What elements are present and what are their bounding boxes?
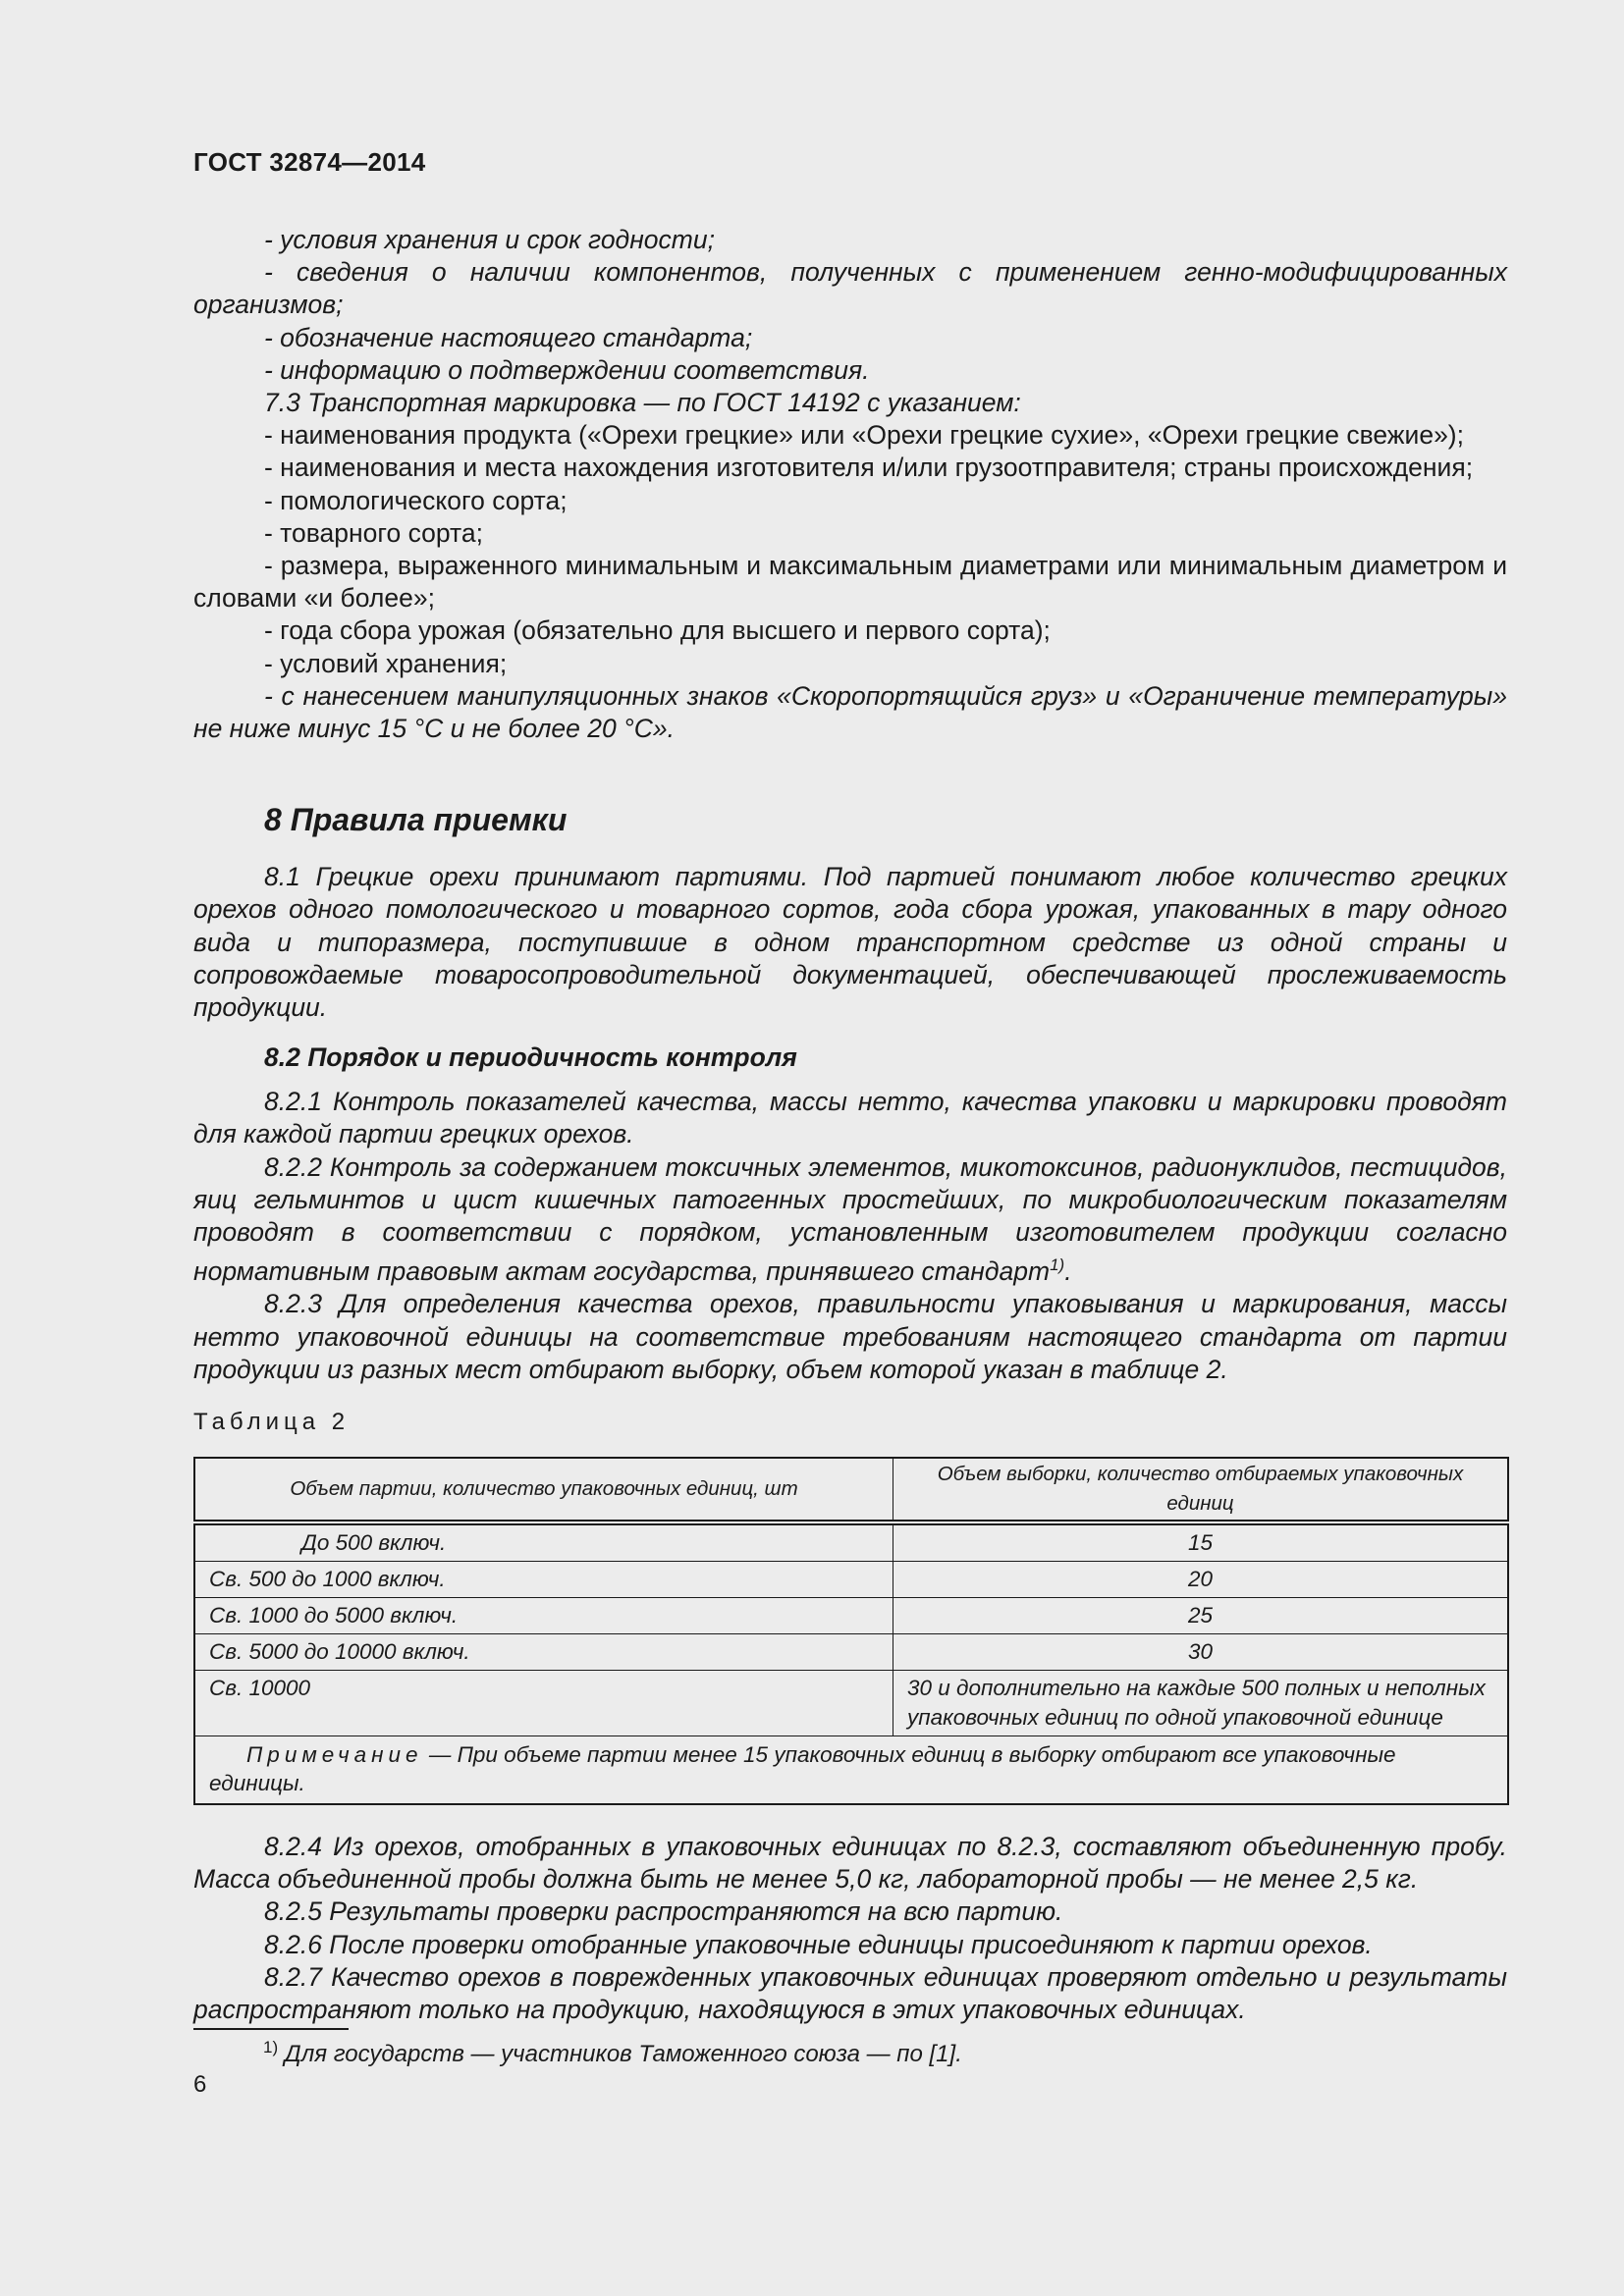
list-item: - с нанесением манипуляционных знаков «Скоропортящийся груз» и «Ограничение температуры» не ниже минус 15 °С и не более 20 °С». [193,680,1507,744]
subsection-8-2-title: 8.2 Порядок и периодичность контроля [264,1042,797,1073]
table-cell: 20 [893,1561,1509,1597]
list-item: - обозначение настоящего стандарта; [264,322,753,352]
list-item: - условия хранения и срок годности; [264,225,715,254]
paragraph-8-1: 8.1 Грецкие орехи принимают партиями. Под партией понимают любое количество грецких орехов одного помологического и товарного сортов, года сбора урожая, упакованных в тару одного вида и типоразмера, поступившие в одном транспортном средстве из одной страны и сопровождаемые товаросопроводительной документацией, обеспечивающей прослеживаемость продукции. [193,862,1507,1023]
table-cell: Св. 5000 до 10000 включ. [194,1633,893,1670]
list-item: - размера, выраженного минимальным и максимальным диаметрами или минимальным диаметром и словами «и более»; [193,551,1507,614]
paragraph-8-2-5: 8.2.5 Результаты проверки распространяются на всю партию. [264,1896,1063,1927]
list-item: - наименования и места нахождения изготовителя и/или грузоотправителя; страны происхождения; [264,453,1474,483]
paragraph-7-3: 7.3 Транспортная маркировка — по ГОСТ 14192 с указанием: [264,388,1021,418]
table-cell: Св. 10000 [194,1670,893,1735]
paragraph-8-2-4: 8.2.4 Из орехов, отобранных в упаковочных единицах по 8.2.3, составляют объединенную пробу. Масса объединенной пробы должна быть не менее 5,0 кг, лабораторной пробы — не менее 2,5 кг. [193,1831,1507,1895]
list-item: - сведения о наличии компонентов, полученных с применением генно-модифицированных организмов; [193,257,1507,320]
table-cell: 25 [893,1597,1509,1633]
footnote-ref[interactable]: 1) [1050,1255,1065,1275]
footnote-text: Для государств — участников Таможенного союза — по [1]. [284,2041,962,2067]
list-item: - товарного сорта; [264,517,483,548]
table-2 [193,1457,1509,1805]
list-item: - условий хранения; [264,648,508,678]
table-cell: Св. 500 до 1000 включ. [194,1561,893,1597]
paragraph-8-2-1: 8.2.1 Контроль показателей качества, массы нетто, качества упаковки и маркировки проводят для каждой партии грецких орехов. [193,1087,1507,1149]
table-cell: 30 и дополнительно на каждые 500 полных и неполных упаковочных единиц по одной упаковочной единице [893,1670,1509,1735]
table-cell: Св. 1000 до 5000 включ. [194,1597,893,1633]
paragraph-8-2-7: 8.2.7 Качество орехов в поврежденных упаковочных единицах проверяют отдельно и результаты распространяют только на продукцию, находящуюся в этих упаковочных единицах. [193,1961,1507,2024]
footnote [263,2033,962,2069]
page-number: 6 [193,2071,207,2098]
table-cell: 30 [893,1633,1509,1670]
page-content [193,224,1507,2026]
table-row [194,1670,1508,1735]
table-cell: До 500 включ. [194,1522,893,1562]
table-row [194,1633,1508,1670]
paragraph-8-2-6: 8.2.6 После проверки отобранные упаковочные единицы присоединяют к партии орехов. [264,1929,1373,1959]
table-row [194,1522,1508,1562]
footnote-divider [193,2028,349,2030]
paragraph-8-2-3: 8.2.3 Для определения качества орехов, правильности упаковывания и маркирования, массы нетто упаковочной единицы на соответствие требованиям настоящего стандарта от партии продукции из разных мест отбирают выборку, объем которой указан в таблице 2. [193,1289,1507,1384]
list-item: - информацию о подтверждении соответствия. [264,354,870,385]
list-item: - помологического сорта; [264,485,568,515]
paragraph-8-2-2: 8.2.2 Контроль за содержанием токсичных элементов, микотоксинов, радионуклидов, пестицидов, яиц гельминтов и цист кишечных патогенных простейших, по микробиологическим показателям проводят в соответствии с порядком, установленным изготовителем продукции согласно нормативным правовым актам государства, принявшего стандарт$^{1)}$. [193,1151,1507,1287]
document-header: ГОСТ 32874—2014 [193,147,426,177]
note-label: Примечание [246,1741,423,1767]
table-note-row [194,1735,1508,1804]
table-header: Объем партии, количество упаковочных единиц, шт [194,1458,893,1522]
table-row [194,1597,1508,1633]
paragraph-8-2-2-text: 8.2.2 Контроль за содержанием токсичных элементов, микотоксинов, радионуклидов, пестицидов, яиц гельминтов и цист кишечных патогенных простейших, по микробиологическим показателям проводят в соответствии с порядком, установленным изготовителем продукции согласно нормативным правовым актам государства, принявшего стандарт [193,1151,1507,1287]
note-text: — При объеме партии менее 15 упаковочных единиц в выборку отбирают все упаковочные единицы. [209,1741,1396,1795]
footnote-mark: 1) [263,2038,279,2056]
section-8-title: 8 Правила приемки [264,802,568,838]
list-item: - года сбора урожая (обязательно для высшего и первого сорта); [264,615,1051,646]
list-item: - наименования продукта («Орехи грецкие» или «Орехи грецкие сухие», «Орехи грецкие свежие»); [264,420,1464,451]
table-row [194,1561,1508,1597]
table-header: Объем выборки, количество отбираемых упаковочных единиц [893,1458,1509,1522]
table-caption: Таблица 2 [193,1408,351,1435]
table-cell: 15 [893,1522,1509,1562]
table-note [194,1735,1508,1804]
